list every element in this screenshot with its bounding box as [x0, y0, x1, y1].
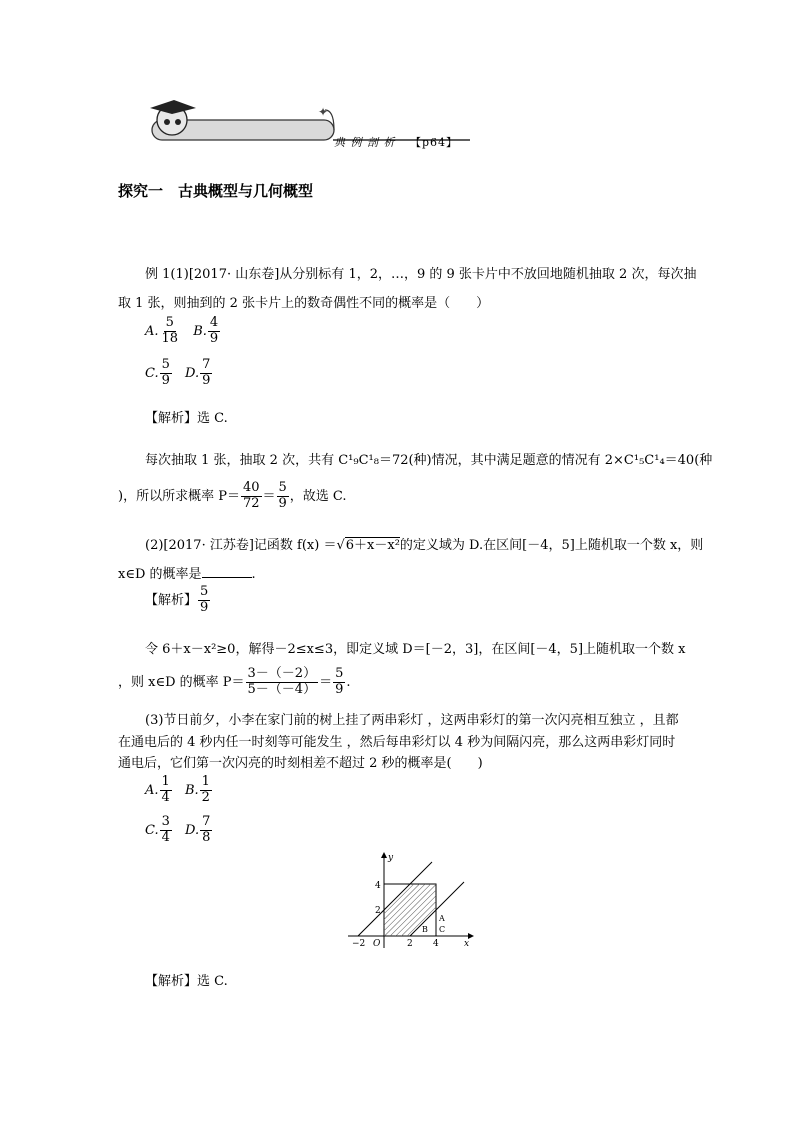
ex1-sol-frac1-den: 72: [242, 495, 260, 511]
ex3-option-c-fraction: [160, 815, 172, 846]
ex1-answer: 【解析】选 C.: [145, 411, 228, 426]
ex3-answer: 【解析】选 C.: [145, 974, 228, 989]
option-b-num: 4: [209, 315, 219, 330]
ex3-option-a-den: 4: [161, 789, 170, 805]
ex1-sol-frac1: [241, 481, 262, 512]
option-d-den: 9: [202, 372, 211, 388]
ex3-option-d-den: 8: [202, 829, 211, 845]
option-c-label: C.: [145, 365, 159, 381]
x-axis-label: x: [464, 939, 470, 949]
ex2-sol-frac1-den: 5－（－4）: [247, 681, 317, 697]
option-d-num: 7: [202, 357, 211, 372]
option-b-den: 9: [209, 330, 219, 346]
ex3-options-row2: [145, 815, 213, 846]
point-c-label: C: [439, 925, 446, 934]
option-b-label: B.: [193, 323, 207, 339]
ex1-sol-frac1-num: 40: [242, 480, 260, 495]
page-reference: 【p64】: [410, 136, 459, 149]
y-tick-4: 4: [375, 881, 381, 891]
origin-label: O: [373, 939, 381, 949]
ex3-option-d-num: 7: [202, 814, 211, 829]
option-a-den: 18: [161, 330, 179, 346]
ex2-question-line2: x∈D 的概率是 .: [118, 567, 256, 582]
ex1-sol-text-b: ，故选 C.: [289, 488, 347, 504]
ex1-options-row2: [145, 358, 213, 389]
ex1-solution-line2: [118, 481, 347, 512]
ex1-sol-frac2: [277, 481, 289, 512]
banner-text: 典 例 剖 析: [334, 136, 396, 149]
sparkle-icon: ✦: [318, 105, 329, 119]
point-a-label: A: [439, 914, 445, 923]
ex2-sol-text-a: ，则 x∈D 的概率 P＝: [118, 674, 245, 690]
x-tick-neg2: −2: [352, 939, 366, 949]
ex2-answer-label: 【解析】: [145, 592, 198, 608]
option-a-label: A.: [145, 323, 159, 339]
option-d-label: D.: [185, 365, 200, 381]
ex3-option-d-label: D.: [185, 822, 200, 838]
ex2-sol-frac1-num: 3－（－2）: [247, 666, 317, 681]
ex2-sqrt-expression: 6＋x－x²: [345, 538, 400, 553]
probability-figure: [340, 850, 480, 950]
ex1-sol-frac2-num: 5: [278, 480, 287, 495]
x-tick-4: 4: [433, 939, 439, 949]
ex1-options-row1: [145, 316, 221, 347]
ex3-question-line2: 在通电后的 4 秒内任一时刻等可能发生 ，然后每串彩灯以 4 秒为间隔闪亮，那么这两串彩灯同时: [118, 735, 676, 750]
option-c-num: 5: [161, 357, 170, 372]
answer-blank: [202, 565, 252, 578]
ex1-sol-eq: ＝: [262, 488, 276, 504]
ex3-option-d-fraction: [200, 815, 212, 846]
ex2-sol-frac2: [333, 667, 345, 698]
ex3-option-b-den: 2: [201, 789, 210, 805]
ex3-options-row1: [145, 775, 213, 806]
ex1-sol-text-a: )，所以所求概率 P＝: [118, 488, 240, 504]
ex2-answer: [145, 585, 211, 616]
ex2-answer-num: 5: [200, 584, 209, 599]
option-c-den: 9: [161, 372, 170, 388]
ex2-sol-frac2-den: 9: [335, 681, 344, 697]
y-axis-arrow-icon: [381, 852, 387, 858]
ex2-sol-frac1: [246, 667, 319, 698]
ex2-solution-line1: 令 6＋x－x²≥0，解得－2≤x≤3，即定义域 D＝[－2，3]，在区间[－4，5]上随机取一个数 x: [145, 642, 686, 657]
point-b-label: B: [422, 925, 428, 934]
ex1-sol-frac2-den: 9: [278, 495, 287, 511]
ex2-answer-fraction: [198, 585, 210, 616]
option-a-fraction: [160, 316, 181, 347]
ex3-option-c-num: 3: [161, 814, 170, 829]
banner-label: [334, 134, 458, 150]
ex3-option-a-label: A.: [145, 782, 159, 798]
ex3-option-b-num: 1: [201, 774, 210, 789]
ex3-option-b-fraction: [200, 775, 212, 806]
option-b-fraction: [208, 316, 220, 347]
ex3-option-c-label: C.: [145, 822, 159, 838]
ex3-option-b-label: B.: [184, 782, 199, 798]
ex1-solution-line1: 每次抽取 1 张，抽取 2 次，共有 C¹₉C¹₈＝72(种)情况，其中满足题意的情况有 2×C¹₅C¹₄＝40(种: [145, 453, 713, 468]
ex2-answer-den: 9: [200, 599, 209, 615]
y-axis-label: y: [388, 853, 394, 863]
ex2-sol-eq: ＝: [319, 674, 333, 690]
ex1-question-line2: 取 1 张，则抽到的 2 张卡片上的数奇偶性不同的概率是（ ）: [118, 296, 490, 311]
ex2-q-text-a: (2)[2017· 江苏卷]记函数 f(x) ＝: [145, 538, 337, 553]
figure-svg: [340, 850, 480, 950]
ex3-option-a-fraction: [160, 775, 172, 806]
option-a-num: 5: [165, 315, 174, 330]
option-d-fraction: [200, 358, 212, 389]
section-title: 探究一 古典概型与几何概型: [118, 182, 314, 200]
y-tick-2: 2: [375, 906, 381, 916]
x-tick-2: 2: [407, 939, 413, 949]
ex3-question-line1: (3)节日前夕，小李在家门前的树上挂了两串彩灯 ，这两串彩灯的第一次闪亮相互独立 ，且都: [145, 713, 679, 728]
ex2-question-line1: (2)[2017· 江苏卷]记函数 f(x) ＝√6＋x－x²的定义域为 D.在区间[－4，5]上随机取一个数 x，则: [145, 538, 704, 553]
ex2-q-text-line2: x∈D 的概率是: [118, 567, 202, 582]
ex3-option-c-den: 4: [161, 829, 170, 845]
ex2-sol-frac2-num: 5: [335, 666, 344, 681]
ex2-q-text-b: 的定义域为 D.在区间[－4，5]上随机取一个数 x，则: [399, 538, 704, 553]
ex1-question-line1: 例 1(1)[2017· 山东卷]从分别标有 1，2，…，9 的 9 张卡片中不放回地随机抽取 2 次，每次抽: [145, 267, 697, 282]
ex3-option-a-num: 1: [161, 774, 170, 789]
option-c-fraction: [160, 358, 172, 389]
ex2-solution-line2: ，则 x∈D 的概率 P＝ $\frac{3-(-2)}{5-(-4)}$ ＝ $\frac{5}{9}$ .: [118, 666, 351, 697]
shaded-region: [384, 884, 436, 936]
ex3-question-line3: 通电后，它们第一次闪亮的时刻相差不超过 2 秒的概率是( ): [118, 756, 483, 771]
